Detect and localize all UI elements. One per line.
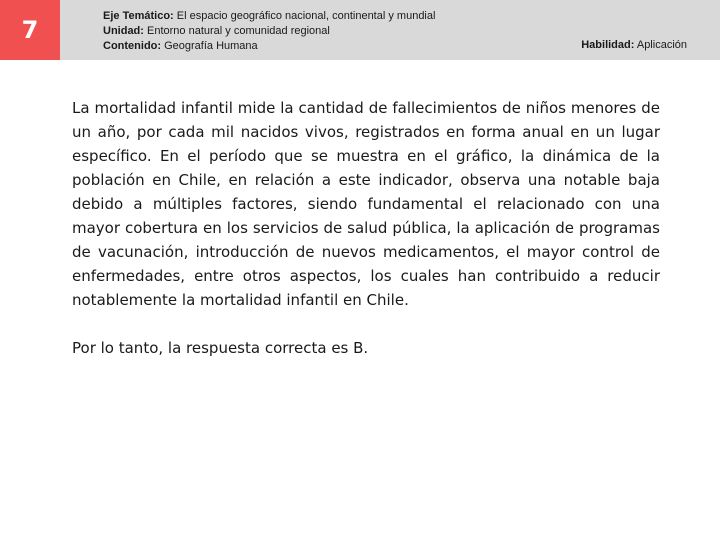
eje-value: El espacio geográfico nacional, continental y mundial	[173, 10, 436, 22]
answer-paragraph: Por lo tanto, la respuesta correcta es B.	[72, 339, 369, 357]
metadata-block	[103, 9, 435, 54]
habilidad-row	[581, 38, 687, 53]
explanation-paragraph: La mortalidad infantil mide la cantidad de fallecimientos de niños menores de un año, por cada mil nacidos vivos, registrados en forma anual en un lugar específico. En el período que se muestra en el gráfico, la dinámica de la población en Chile, en relación a este indicador, observa una notable baja debido a múltiples factores, siendo fundamental el relacionado con una mayor cobertura en los servicios de salud pública, la aplicación de programas de vacunación, introducción de nuevos medicamentos, el mayor control de enfermedades, entre otros aspectos, los cuales han contribuido a reducir notablemente la mortalidad infantil en Chile.	[72, 99, 660, 309]
contenido-value: Geografía Humana	[161, 40, 258, 52]
habilidad-label: Habilidad:	[581, 39, 635, 51]
header-bar	[0, 0, 720, 60]
eje-label: Eje Temático:	[103, 10, 174, 22]
eje-tematico-row	[103, 9, 435, 24]
unidad-value: Entorno natural y comunidad regional	[143, 25, 330, 37]
question-number: 7	[0, 0, 60, 60]
contenido-label: Contenido:	[103, 40, 162, 52]
explanation-content	[72, 96, 660, 360]
unidad-row	[103, 24, 435, 39]
contenido-row	[103, 39, 435, 54]
habilidad-value: Aplicación	[634, 39, 687, 51]
unidad-label: Unidad:	[103, 25, 144, 37]
